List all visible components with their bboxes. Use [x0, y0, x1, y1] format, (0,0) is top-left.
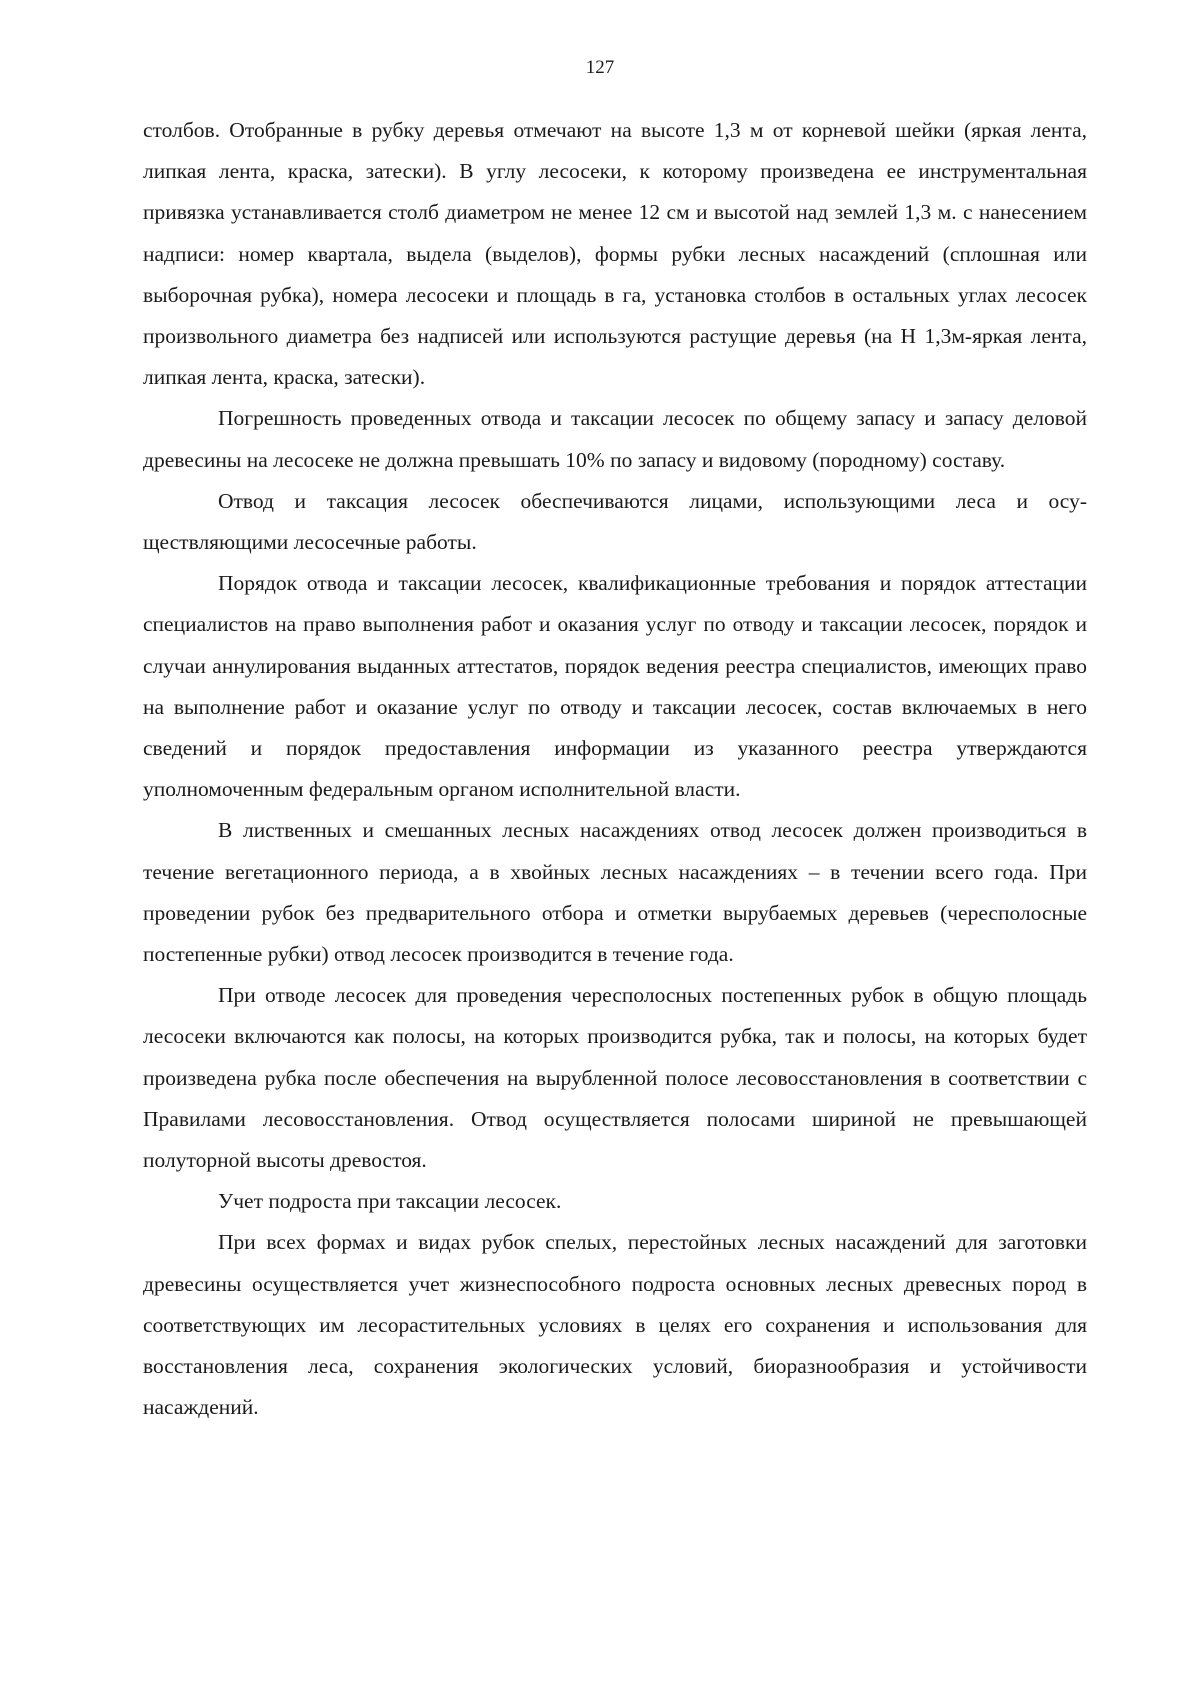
paragraph: Отвод и таксация лесосек обеспечиваются лицами, использующими леса и осуществляющими лесосечные работы. — [143, 488, 1087, 555]
paragraph: Порядок отвода и таксации лесосек, квалификационные требования и порядок аттестации специалистов на право выполнения работ и оказания услуг по отводу и таксации лесосек, порядок и случаи аннулирования выданных аттестатов, порядок ведения реестра специалистов, имеющих право на выполнение работ и оказание услуг по отводу и таксации лесосек, состав включаемых в него сведений и порядок предоставления информации из указанного реестра утверждаются уполномоченным федеральным органом исполнительной власти. — [143, 571, 1087, 802]
paragraph: При отводе лесосек для проведения чересполосных постепенных рубок в общую площадь лесосеки включаются как полосы, на которых производится рубка, так и полосы, на которых будет произведена рубка после обеспечения на вырубленной полосе лесовосстановления в соответствии с Правилами лесовосстановления. Отвод осуществляется полосами шириной не превышающей полуторной высоты древостоя. — [143, 983, 1087, 1173]
body-text — [143, 110, 1087, 1429]
paragraph: Погрешность проведенных отвода и таксации лесосек по общему запасу и запасу деловой древесины на лесосеке не должна превышать 10% по запасу и видовому (породному) составу. — [143, 406, 1087, 472]
paragraph: В лиственных и смешанных лесных насаждениях отвод лесосек должен производиться в течение вегетационного периода, а в хвойных лесных насаждениях – в течении всего года. При проведении рубок без предварительного отбора и отметки вырубаемых деревьев (чересполосные постепенные рубки) отвод лесосек производится в течение года. — [143, 818, 1087, 967]
paragraph: столбов. Отобранные в рубку деревья отмечают на высоте 1,3 м от корневой шейки (яркая лента, липкая лента, краска, затески). В углу лесосеки, к которому произведена ее инструментальная привязка устанавливается столб диаметром не менее 12 см и высотой над землей 1,3 м. с нанесением надписи: номер квартала, выдела (выделов), формы рубки лесных насаждений (сплошная или выборочная рубка), номера лесосеки и площадь в га, установка столбов в остальных углах лесосек произвольного диаметра без надписей или используются растущие деревья (на Н 1,3м-яркая лента, липкая лента, краска, затески). — [143, 118, 1087, 390]
paragraph: При всех формах и видах рубок спелых, перестойных лесных насаждений для заготовки древесины осуществляется учет жизнеспособного подроста основных лесных древесных пород в соответствующих им лесорастительных условиях в целях его сохранения и использования для восстановления леса, сохранения экологических условий, биоразнообразия и устойчивости насаждений. — [143, 1230, 1087, 1420]
page-number: 127 — [585, 57, 615, 78]
paragraph-heading: Учет подроста при таксации лесосек. — [218, 1189, 562, 1214]
